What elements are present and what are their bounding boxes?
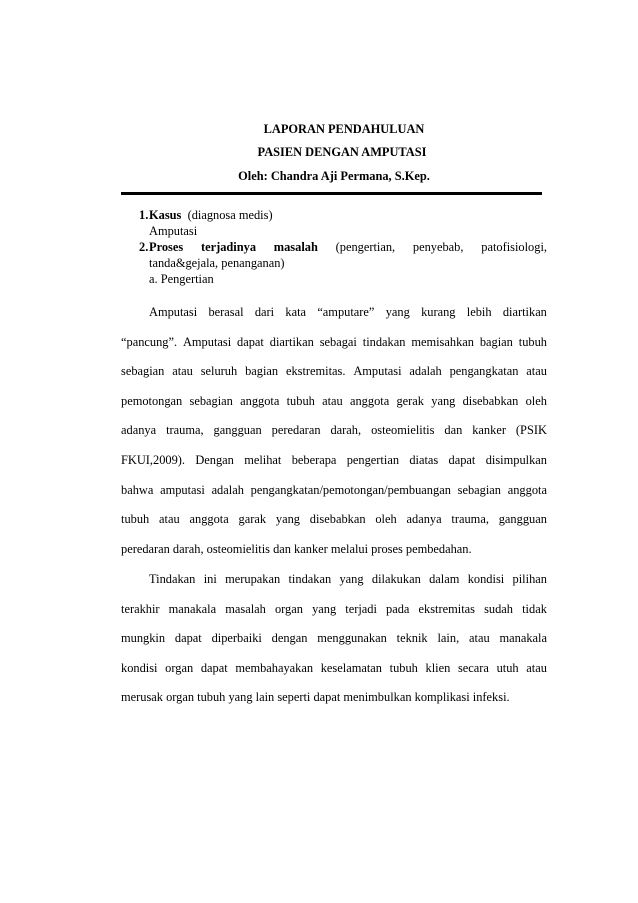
paragraph-line: mungkin dapat diperbaiki dengan menggunakan teknik lain, atau manakala	[121, 631, 547, 646]
heading-word: Proses	[149, 240, 184, 254]
paragraph-line: adanya trauma, gangguan peredaran darah, osteomielitis dan kanker (PSIK	[121, 423, 547, 438]
numbered-list	[121, 207, 547, 287]
paragraph-line: sebagian atau seluruh bagian ekstremitas. Amputasi adalah pengangkatan atau	[121, 364, 547, 379]
paragraph-line: Tindakan ini merupakan tindakan yang dilakukan dalam kondisi pilihan	[149, 572, 547, 586]
list-item-label: Kasus	[149, 208, 182, 222]
list-number: 2.	[139, 240, 149, 254]
list-item-heading	[149, 239, 547, 255]
paragraph-line: tubuh atau anggota garak yang disebabkan oleh adanya trauma, gangguan	[121, 512, 547, 527]
sub-item-label: a. Pengertian	[149, 272, 214, 286]
list-item-value: Amputasi	[149, 224, 198, 238]
paragraph-line: kondisi organ dapat membahayakan keselamatan tubuh klien secara utuh atau	[121, 660, 547, 675]
list-item-note: (diagnosa medis)	[187, 208, 273, 222]
header-divider	[121, 192, 542, 195]
paragraph-line: peredaran darah, osteomielitis dan kanker melalui proses pembedahan.	[121, 541, 472, 556]
author-line: Oleh: Chandra Aji Permana, S.Kep.	[238, 169, 430, 183]
sub-item-pengertian	[121, 271, 547, 287]
paragraph-line: Amputasi berasal dari kata “amputare” yang kurang lebih diartikan	[149, 305, 547, 319]
heading-word: masalah	[273, 240, 318, 254]
list-number: 1.	[139, 208, 149, 222]
heading-word: patofisiologi,	[481, 240, 547, 254]
paragraph-line: terakhir manakala masalah organ yang terjadi pada ekstremitas sudah tidak	[121, 601, 547, 616]
list-item-continuation	[121, 255, 547, 271]
paragraph-line: “pancung”. Amputasi dapat diartikan sebagai tindakan memisahkan bagian tubuh	[121, 334, 547, 349]
list-item-proses	[121, 239, 547, 255]
heading-word: (pengertian,	[335, 240, 396, 254]
list-item-cont-text: tanda&gejala, penanganan)	[149, 256, 285, 270]
paragraph-line: pemotongan sebagian anggota tubuh atau anggota gerak yang disebabkan oleh	[121, 393, 547, 408]
paragraph-line: merusak organ tubuh yang lain seperti dapat menimbulkan komplikasi infeksi.	[121, 690, 510, 705]
heading-word: penyebab,	[412, 240, 464, 254]
paragraph-line: bahwa amputasi adalah pengangkatan/pemotongan/pembuangan sebagian anggota	[121, 482, 547, 497]
list-item-kasus	[121, 207, 547, 223]
report-title: LAPORAN PENDAHULUAN	[263, 122, 425, 136]
list-item-value-row	[121, 223, 547, 239]
report-subtitle: PASIEN DENGAN AMPUTASI	[257, 145, 427, 159]
heading-word: terjadinya	[200, 240, 257, 254]
paragraph-line: FKUI,2009). Dengan melihat beberapa pengertian diatas dapat disimpulkan	[121, 453, 547, 467]
